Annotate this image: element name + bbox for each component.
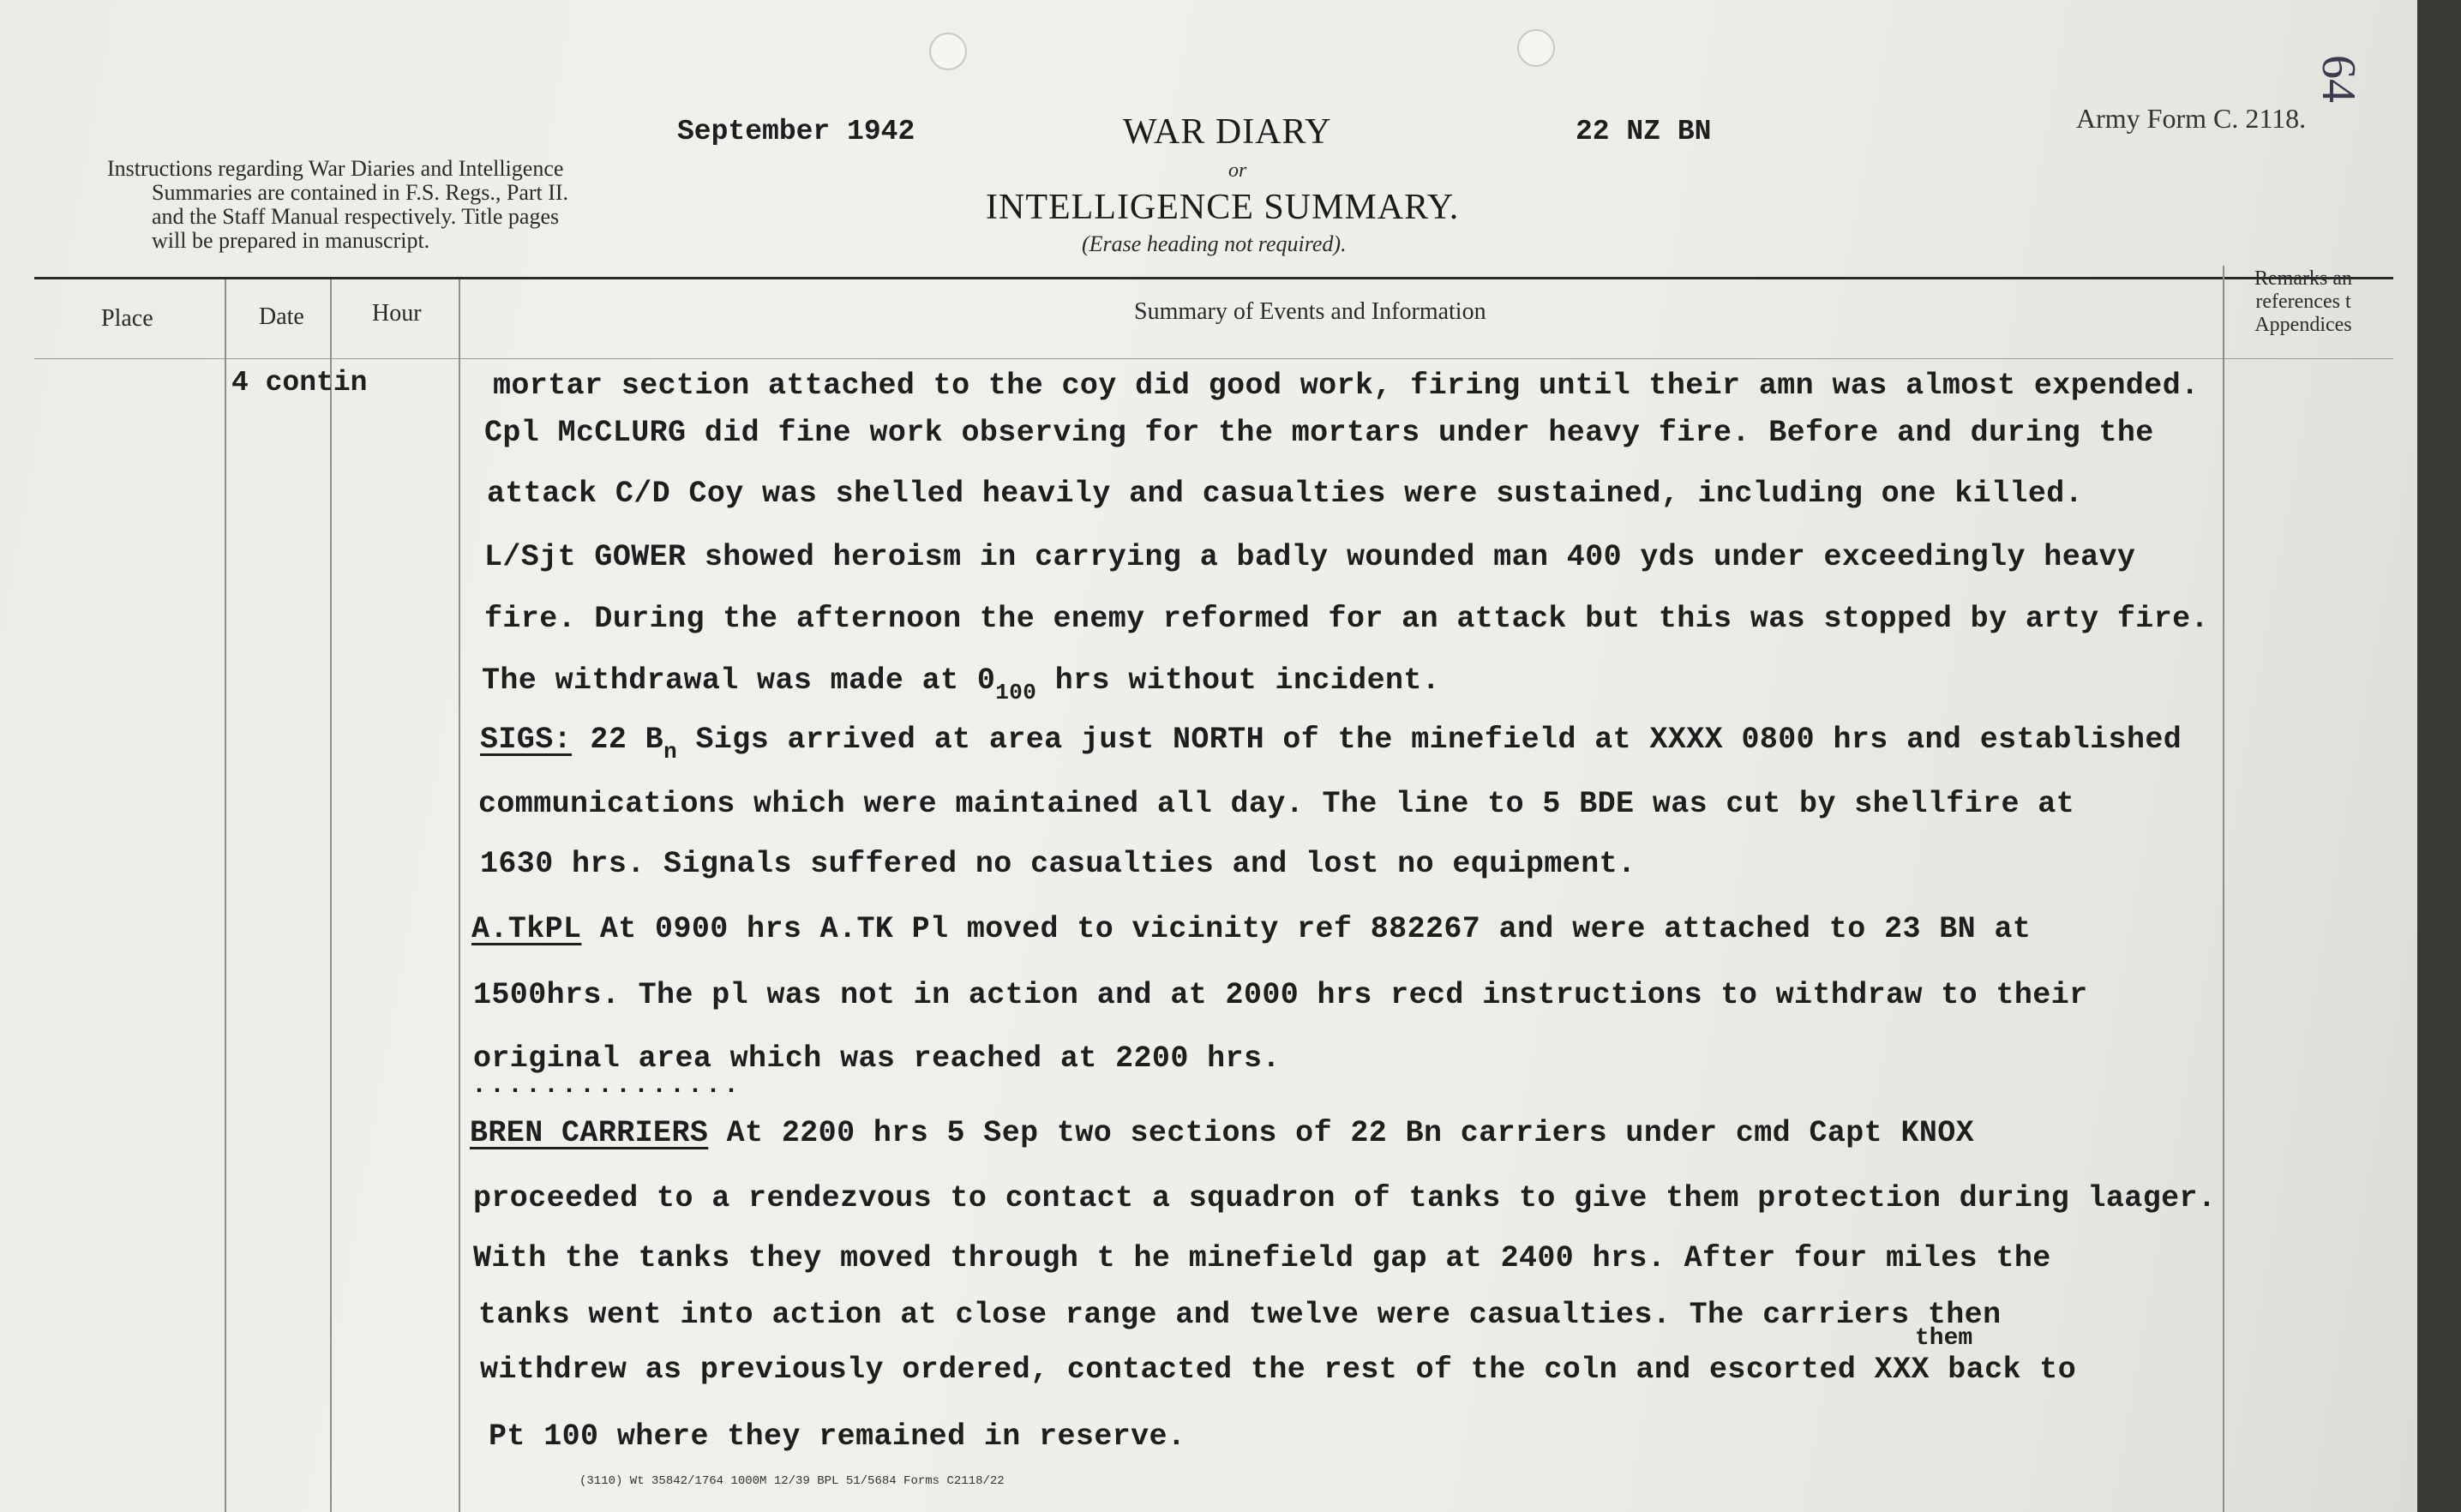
summary-line: Pt 100 where they remained in reserve. — [489, 1419, 1186, 1454]
summary-line: attack C/D Coy was shelled heavily and casualties were sustained, including one killed. — [487, 477, 2084, 511]
line-segment: hrs without incident. — [1036, 663, 1441, 698]
column-divider-date — [330, 279, 332, 1512]
summary-line: 1630 hrs. Signals suffered no casualties and lost no equipment. — [480, 847, 1636, 881]
summary-line — [470, 1116, 1974, 1150]
instructions-line: will be prepared in manuscript. — [152, 228, 430, 253]
header-rule — [34, 277, 2393, 279]
summary-line: proceeded to a rendezvous to contact a squadron of tanks to give them protection during laager. — [473, 1181, 2217, 1215]
summary-line: mortar section attached to the coy did good work, firing until their amn was almost expended. — [493, 369, 2200, 403]
line-segment: 22 B — [572, 723, 664, 757]
column-header-summary: Summary of Events and Information — [1134, 298, 1486, 325]
line-segment: The withdrawal was made at 0 — [482, 663, 996, 698]
column-head-rule — [34, 358, 2393, 359]
column-header-place: Place — [101, 305, 153, 332]
erase-note: (Erase heading not required). — [1082, 231, 1347, 256]
summary-line: With the tanks they moved through t he minefield gap at 2400 hrs. After four miles the — [473, 1241, 2051, 1275]
remarks-line: references t — [2255, 291, 2351, 313]
dotted-separator: ............... — [471, 1071, 742, 1101]
instructions-line: Instructions regarding War Diaries and Intelligence — [107, 156, 564, 181]
column-header-hour: Hour — [372, 300, 422, 327]
punch-hole-right — [1517, 29, 1555, 67]
column-divider-place — [225, 279, 226, 1512]
column-header-remarks — [2254, 267, 2352, 337]
instructions-line: and the Staff Manual respectively. Title pages — [152, 204, 560, 229]
remarks-line: Appendices — [2254, 314, 2352, 336]
line-segment: At 0900 hrs A.TK Pl moved to vicinity ref 882267 and were attached to 23 BN at — [581, 912, 2032, 946]
summary-line: withdrew as previously ordered, contacted the rest of the coln and escorted XXX back to — [480, 1353, 2077, 1387]
title-or: or — [1228, 159, 1247, 182]
unit-label: 22 NZ BN — [1576, 116, 1712, 147]
summary-line — [480, 723, 2182, 765]
punch-hole-left — [929, 33, 967, 70]
summary-line: tanks went into action at close range and twelve were casualties. The carriers then — [478, 1298, 2002, 1332]
summary-line: Cpl McCLURG did fine work observing for the mortars under heavy fire. Before and during the — [484, 416, 2154, 450]
interlinear-insert: them — [1915, 1325, 1973, 1352]
summary-line: L/Sjt GOWER showed heroism in carrying a badly wounded man 400 yds under exceedingly heavy — [484, 540, 2136, 574]
line-segment: Sigs arrived at area just NORTH of the minefield at XXXX 0800 hrs and established — [677, 723, 2182, 757]
line-segment: At 2200 hrs 5 Sep two sections of 22 Bn carriers under cmd Capt KNOX — [708, 1116, 1975, 1150]
column-header-date: Date — [259, 303, 304, 330]
form-number: Army Form C. 2118. — [2076, 103, 2307, 134]
section-heading-bren: BREN CARRIERS — [470, 1116, 709, 1150]
summary-line: original area which was reached at 2200 hrs. — [473, 1041, 1281, 1076]
section-heading-atk: A.TkPL — [471, 912, 582, 946]
form-print-footer: (3110) Wt 35842/1764 1000M 12/39 BPL 51/5684 Forms C2118/22 — [579, 1474, 1005, 1488]
instructions-line: Summaries are contained in F.S. Regs., Part II. — [152, 180, 569, 205]
diary-title: WAR DIARY — [1123, 112, 1332, 152]
section-heading-sigs: SIGS: — [480, 723, 573, 757]
diary-subtitle: INTELLIGENCE SUMMARY. — [986, 188, 1460, 227]
summary-line: communications which were maintained all day. The line to 5 BDE was cut by shellfire at — [478, 787, 2075, 821]
summary-line — [471, 912, 2031, 946]
remarks-line: Remarks an — [2254, 267, 2352, 290]
column-divider-remarks — [2223, 266, 2224, 1512]
subscript-text: 100 — [995, 680, 1037, 705]
instructions-block — [107, 157, 568, 253]
subscript-text: n — [663, 739, 678, 765]
page-number: 64 — [2312, 55, 2365, 103]
entry-date: 4 contin — [231, 367, 368, 399]
column-divider-hour — [459, 279, 460, 1512]
summary-line: 1500hrs. The pl was not in action and at 2000 hrs recd instructions to withdraw to their — [473, 978, 2088, 1012]
summary-line — [482, 663, 1440, 705]
summary-line: fire. During the afternoon the enemy reformed for an attack but this was stopped by arty fire. — [484, 602, 2209, 636]
month-label: September 1942 — [677, 116, 915, 147]
